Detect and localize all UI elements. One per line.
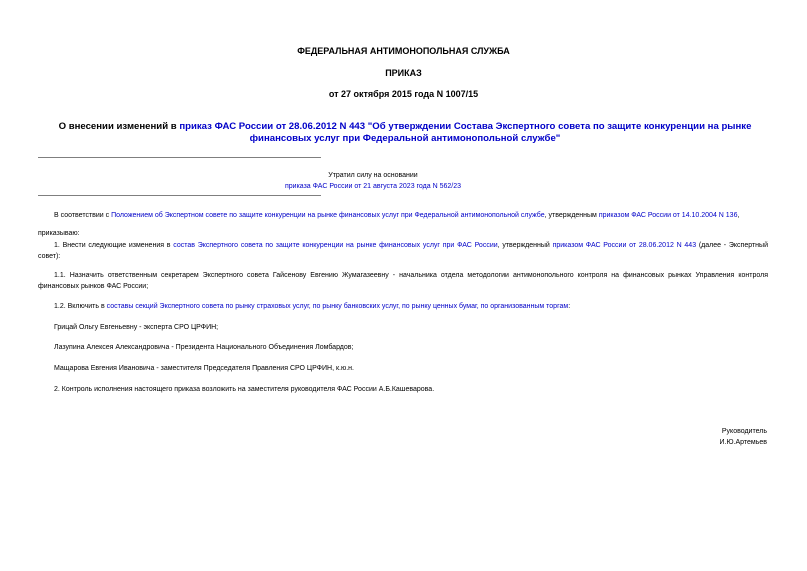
paragraph-item-1 <box>38 240 768 262</box>
paragraph-item-2: 2. Контроль исполнения настоящего приказа возложить на заместителя руководителя ФАС России А.Б.Кашеварова. <box>54 386 435 393</box>
document-title <box>30 121 780 145</box>
agency-heading: ФЕДЕРАЛЬНАЯ АНТИМОНОПОЛЬНАЯ СЛУЖБА <box>297 46 510 56</box>
item-1-text: 1. Внести следующие изменения в <box>54 242 174 249</box>
title-link[interactable]: приказ ФАС России от 28.06.2012 N 443 "Об утверждении Состава Экспертного совета по защите конкуренции на рынке финансовых услуг при Федеральной антимонопольной службе" <box>179 121 752 144</box>
preamble-text-mid: , утвержденным <box>544 212 599 219</box>
item-1-link-order-443[interactable]: приказом ФАС России от 28.06.2012 N 443 <box>552 242 697 249</box>
item-1-suffix: (далее - Экспертный совет): <box>38 242 768 260</box>
paragraph-preamble <box>38 210 768 221</box>
preamble-link-order-136[interactable]: приказом ФАС России от 14.10.2004 N 136 <box>598 212 738 219</box>
paragraph-member-3: Мащарова Евгения Ивановича - заместителя Председателя Правления СРО ЦРФИН, к.ю.н. <box>54 365 354 372</box>
item-1-link-composition[interactable]: состав Экспертного совета по защите конкуренции на рынке финансовых услуг при ФАС России <box>173 242 498 249</box>
paragraph-order: приказываю: <box>38 230 80 237</box>
item-1-2-link-sections[interactable]: составы секций Экспертного совета по рынку страховых услуг, по рынку банковских услуг, по рынку ценных бумаг, по организованным торгам <box>106 303 569 310</box>
divider-top <box>38 157 321 158</box>
item-1-text-mid: , утвержденный <box>497 242 553 249</box>
date-number-heading: от 27 октября 2015 года N 1007/15 <box>328 89 479 99</box>
paragraph-item-1-2 <box>38 301 768 312</box>
signature-role: Руководитель <box>721 428 767 435</box>
item-1-2-text: 1.2. Включить в <box>54 303 107 310</box>
preamble-suffix: , <box>737 212 740 219</box>
paragraph-member-2: Лазупина Алексея Александровича - Президента Национального Объединения Ломбардов; <box>54 344 354 351</box>
title-prefix: О внесении изменений в <box>58 121 180 132</box>
preamble-text: В соответствии с <box>54 212 112 219</box>
lost-force-line1: Утратил силу на основании <box>328 172 418 179</box>
item-1-2-suffix: : <box>568 303 571 310</box>
preamble-link-regulation[interactable]: Положением об Экспертном совете по защите конкуренции на рынке финансовых услуг при Федеральной антимонопольной службе <box>111 212 545 219</box>
paragraph-item-1-1: 1.1. Назначить ответственным секретарем Экспертного совета Гайсенову Евгению Жумагазеевну - начальника отдела методологии антимонопольного контроля на финансовых рынках Управления контроля финансовых рынков ФАС России; <box>38 272 768 290</box>
paragraph-member-1: Грицай Ольгу Евгеньевну - эксперта СРО ЦРФИН; <box>54 324 219 331</box>
signature-name: И.Ю.Артемьев <box>719 439 767 446</box>
doc-type-heading: ПРИКАЗ <box>385 68 422 78</box>
lost-force-link[interactable]: приказа ФАС России от 21 августа 2023 года N 562/23 <box>284 183 462 190</box>
divider-bottom <box>38 195 321 196</box>
